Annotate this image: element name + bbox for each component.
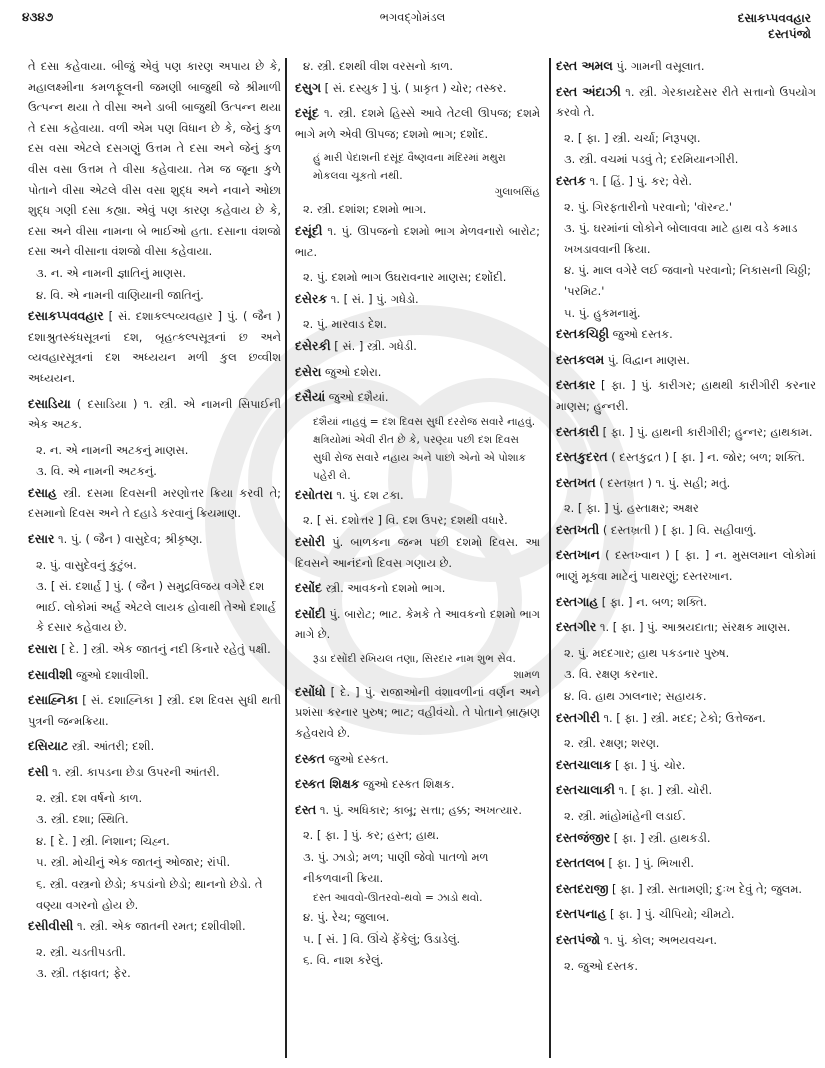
dictionary-entry bbox=[295, 532, 540, 573]
headword: દસેરક bbox=[295, 290, 328, 306]
dictionary-entry bbox=[556, 828, 816, 849]
definition: પું. બારોટ; ભાટ. કેમકે તે આવકનો દશમો ભાગ માગે છે. bbox=[295, 606, 540, 642]
definition: [ સં. દશાકલ્પવ્યવહાર ] પું. ( જૈન ) દશાશ્રુતસ્કંધસૂત્રનાં દશ, બૃહત્કલ્પસૂત્રનાં છ અને વ્યવહારસૂત્રનાં દશ અધ્યયન મળી કુલ છવ્વીશ અધ્યયન. bbox=[28, 309, 281, 385]
dictionary-entry bbox=[28, 639, 281, 660]
headword: દસોંધો bbox=[295, 683, 326, 699]
sense-definition: ૨. સ્ત્રી. રક્ષણ; શરણ. bbox=[564, 736, 660, 751]
column-3 bbox=[556, 56, 816, 1054]
headword: દસ્તજંજીર bbox=[556, 829, 611, 845]
running-title: ભગવદ્ગોમંડલ bbox=[379, 10, 446, 24]
sense-definition: ૩. સ્ત્રી. તફાવત; ફેર. bbox=[36, 966, 131, 981]
sense-definition: ૪. વિ. એ નામની વાણિયાની જાતિનું. bbox=[36, 287, 204, 302]
sense-definition: ૩. વિ. એ નામની અટકનું. bbox=[36, 464, 157, 479]
definition: સ્ત્રી. આવકનો દશમો ભાગ. bbox=[322, 581, 446, 596]
headword: દસ્ત અંદાઝી bbox=[556, 83, 621, 99]
definition: ૧. [ ફા. ] પું. આશ્રયદાતા; સંરક્ષક માણસ. bbox=[596, 620, 791, 635]
sense-definition: ૩. પું. ઘરમાંનાં લોકોને બોલાવવા માટે હાથ વડે કમાડ ખખડાવવાની ક્રિયા. bbox=[564, 221, 798, 256]
headword: દસૂંદ bbox=[295, 105, 319, 121]
dictionary-entry bbox=[556, 473, 816, 494]
headword: દસ્તકાર bbox=[556, 377, 596, 393]
headword: દસ્તતલબ bbox=[556, 855, 605, 871]
headword: દસ્તગીર bbox=[556, 619, 597, 635]
sense-definition: ૨. સ્ત્રી. દશાંશ; દશમો ભાગ. bbox=[303, 202, 427, 217]
definition: સ્ત્રી. દસમા દિવસની મરણોત્તર ક્રિયા કરવી તે; દસમાનો દિવસ અને તે દહાડે કરવાનું ક્રિયમાણ. bbox=[28, 485, 281, 521]
quote-text: દસ્ત આવવો-ઊતરવો-થવો = ઝાડો થવો. bbox=[313, 892, 483, 905]
sense-definition: ૨. પું. મદદગાર; હાથ પકડનાર પુરુષ. bbox=[564, 645, 730, 660]
sense-definition: ૨. પું. વાસુદેવનું કુટુંબ. bbox=[36, 557, 137, 572]
dictionary-entry bbox=[556, 879, 816, 900]
dictionary-entry bbox=[556, 520, 816, 541]
dictionary-entry bbox=[28, 916, 281, 937]
definition: જુઓ દશૈયાં. bbox=[325, 390, 389, 405]
headword: દસ્તચાલાક bbox=[556, 756, 612, 772]
headword: દસ્તગાહ bbox=[556, 593, 599, 609]
page-header bbox=[0, 0, 825, 52]
sense-definition: ૨. ન. એ નામની અટકનું માણસ. bbox=[36, 442, 189, 457]
definition: ૧. પું. અધિકાર; કાબૂ; સત્તા; હક્ક; અખત્યાર. bbox=[316, 802, 522, 817]
dictionary-entry bbox=[556, 324, 816, 345]
sense-definition: ૩. સ્ત્રી. દશા; સ્થિતિ. bbox=[36, 812, 129, 827]
dictionary-entry bbox=[556, 617, 816, 638]
dictionary-entry bbox=[28, 483, 281, 524]
sense-definition: ૪. વિ. હાથ ઝાલનાર; સહાયક. bbox=[564, 689, 707, 704]
column-2 bbox=[295, 56, 540, 1054]
definition: [ ફા. ] પું. કારીગર; હાથથી કારીગીરી કરનાર માણસ; હુન્નરી. bbox=[556, 378, 816, 413]
definition: ૧. પું. ( જૈન ) વાસુદેવ; શ્રીકૃષ્ણ. bbox=[54, 532, 203, 547]
headword: દસાડિયા bbox=[28, 395, 71, 411]
guide-words bbox=[738, 10, 811, 42]
quote-source: ગુલાબસિંહ bbox=[494, 186, 540, 199]
dictionary-entry bbox=[28, 736, 281, 757]
definition: ( દસ્તખ્રત ) ૧. પું. સહી; મતું. bbox=[595, 475, 731, 490]
headword: દસ્ત અમલ bbox=[556, 58, 613, 73]
definition: ૧. [ ફા. ] સ્ત્રી. ચોરી. bbox=[614, 783, 713, 798]
sense-definition: ૪. સ્ત્રી. દશથી વીશ વરસનો કાળ. bbox=[303, 59, 454, 73]
dictionary-entry bbox=[556, 422, 816, 443]
sense-definition: ૩. પું. ઝાડો; મળ; પાણી જેવો પાતળો મળ નીકળવાની ક્રિયા. bbox=[303, 850, 489, 885]
dictionary-entry bbox=[28, 690, 281, 731]
sense-definition: ૫. પું. હુકમનામું. bbox=[564, 305, 641, 320]
definition: [ સં. ] સ્ત્રી. ગધેડી. bbox=[330, 338, 417, 353]
definition: ૧. [ સં. ] પું. ગધેડો. bbox=[327, 291, 419, 306]
definition: [ સં. દસ્યુક ] પું. ( પ્રાકૃત ) ચોર; તસ્કર. bbox=[321, 80, 507, 95]
definition: જુઓ દશેરા. bbox=[321, 364, 382, 379]
dictionary-entry bbox=[28, 762, 281, 783]
dictionary-entry bbox=[295, 800, 540, 821]
definition: ૧. [ ફા. ] સ્ત્રી. મદદ; ટેકો; ઉત્તેજન. bbox=[599, 710, 766, 725]
definition: જુઓ દશાવીશી. bbox=[72, 667, 149, 682]
headword: દસાહ્નિકા bbox=[28, 692, 78, 708]
quote-text: દશૈયાં નાહવું = દશ દિવસ સુધી દરરોજ સવારે નાહવું. ક્ષત્રિયોમાં એવી રીત છે કે, પરણ્યા પછી દશ દિવસ સુધી રોજ સવારે નહાય અને પાછો એનો એ પોશાક પહેરી લે. bbox=[313, 415, 536, 482]
dictionary-entry bbox=[556, 755, 816, 776]
definition: [ દે. ] સ્ત્રી. એક જાતનું નદી કિનારે રહેતું પક્ષી. bbox=[57, 642, 271, 657]
dictionary-entry bbox=[295, 387, 540, 408]
headword: દસ્તદરાજી bbox=[556, 880, 609, 896]
usage-quote bbox=[295, 413, 540, 485]
quote-text: હું મારી પેદાશની દસૂંદ વૈષ્ણવના મંદિરમાં મથુરા મોકલવા ચૂકતો નથી. bbox=[313, 152, 506, 183]
sense-definition: ૪. [ દે. ] સ્ત્રી. નિશાન; ચિહ્ન. bbox=[36, 833, 170, 848]
dictionary-entry bbox=[556, 545, 816, 586]
definition: [ ફા. ] પું. ચીપિયો; ચીમટો. bbox=[606, 907, 735, 922]
headword: દસોરી bbox=[295, 533, 326, 549]
headword: દસીવીસી bbox=[28, 918, 74, 934]
definition: ( દસ્તખ્રતી ) [ ફા. ] વિ. સહીવાળું. bbox=[599, 522, 757, 537]
dictionary-entry bbox=[556, 350, 816, 371]
dictionary-entry bbox=[295, 289, 540, 310]
sense-definition: ૩. ન. એ નામની જ્ઞાતિનું માણસ. bbox=[36, 265, 186, 280]
column-divider bbox=[549, 58, 551, 1058]
definition: [ સં. દશાહ્નિકા ] સ્ત્રી. દશ દિવસ સુધી થતી પુત્રની જન્મક્રિયા. bbox=[28, 693, 281, 728]
definition: પું. વિદ્વાન માણસ. bbox=[604, 352, 690, 367]
definition: ૧. સ્ત્રી. કાપડના છેડા ઉપરની આંતરી. bbox=[48, 765, 220, 779]
sense-definition: ૨. પું. દશમો ભાગ ઉઘરાવનાર માણસ; દશોંદી. bbox=[303, 270, 507, 285]
dictionary-entry bbox=[295, 103, 540, 144]
sense-definition: ૨. [ ફા. ] પું. કર; હસ્ત; હાથ. bbox=[303, 828, 440, 843]
dictionary-entry bbox=[295, 604, 540, 645]
definition: [ ફા. ] પું. ચોર. bbox=[611, 757, 686, 772]
definition: પું. ગામની વસૂલાત. bbox=[612, 59, 705, 73]
usage-quote bbox=[295, 889, 540, 907]
definition: ( દસ્તકુદ્રત ) [ ફા. ] ન. જોર; બળ; શક્તિ. bbox=[607, 450, 806, 465]
definition: ૧. પું. દશ ટકા. bbox=[332, 487, 404, 502]
dictionary-entry bbox=[295, 749, 540, 770]
headword: દસેરા bbox=[295, 363, 322, 379]
page-number: ૪૩૪૭ bbox=[22, 10, 54, 24]
dictionary-entry bbox=[556, 853, 816, 874]
sense-definition: ૫. [ સં. ] વિ. ઊંચે ફેંકેલું; ઉડાડેલું. bbox=[303, 931, 461, 946]
headword: દસ્તપંજો bbox=[556, 931, 601, 947]
headword: દસોંદ bbox=[295, 580, 322, 596]
dictionary-entry bbox=[295, 221, 540, 262]
headword: દસ્તખાન bbox=[556, 547, 600, 563]
column-divider bbox=[285, 58, 287, 1058]
definition: [ ફા. ] પું. ભિખારી. bbox=[604, 856, 694, 871]
dictionary-entry bbox=[295, 485, 540, 506]
sense-definition: ૨. [ ફા. ] સ્ત્રી. ચર્ચા; નિરૂપણ. bbox=[564, 130, 701, 145]
headword: દસ્તકચિઠ્ઠી bbox=[556, 326, 609, 342]
dictionary-entry bbox=[295, 578, 540, 599]
sense-definition: ૪. પું. માલ વગેરે લઈ જવાનો પરવાનો; નિકાસની ચિઠ્ઠી; 'પરમિટ.' bbox=[564, 263, 811, 298]
dictionary-entry bbox=[295, 78, 540, 99]
headword: દસાર bbox=[28, 531, 55, 547]
column-1 bbox=[28, 56, 281, 1054]
dictionary-entry bbox=[556, 171, 816, 192]
dictionary-entry bbox=[295, 774, 540, 795]
headword: દસોતરા bbox=[295, 486, 333, 502]
sense-definition: ૨. જુઓ દસ્તક. bbox=[564, 958, 639, 973]
definition: ૧. સ્ત્રી. ગેરકાયદેસર રીતે સત્તાનો ઉપયોગ કરવો તે. bbox=[556, 84, 816, 120]
headword: દસુગ bbox=[295, 79, 322, 95]
sense-definition: ૪. પું. રેચ; જુલાબ. bbox=[303, 910, 390, 925]
dictionary-entry bbox=[28, 306, 281, 388]
sense-definition: ૨. સ્ત્રી. માંહોમાંહેની લડાઈ. bbox=[564, 809, 686, 823]
definition: ૧. સ્ત્રી. એક જાતની રમત; દશીવીશી. bbox=[73, 919, 246, 934]
sense-definition: ૩. વિ. રક્ષણ કરનાર. bbox=[564, 667, 659, 682]
definition: ૧. [ હિં. ] પું. કર; વેરો. bbox=[586, 173, 692, 188]
headword: દસાવીશી bbox=[28, 666, 73, 682]
dictionary-entry bbox=[556, 930, 816, 951]
definition: [ ફા. ] સ્ત્રી. હાથકડી. bbox=[610, 830, 711, 845]
quote-text: રૂડા દસોંદી રખિયલ તણા, સિરદાર નામ શુભ સેવ. bbox=[313, 652, 516, 665]
sense-definition: ૨. પું. મારવાડ દેશ. bbox=[303, 317, 387, 332]
headword: દસ્તગીરી bbox=[556, 709, 600, 725]
guide-word-first: દસાકપ્પવવહાર bbox=[737, 11, 811, 25]
dictionary-entry bbox=[28, 665, 281, 686]
headword: દસારા bbox=[28, 641, 58, 657]
headword: દસ્કત શિક્ષક bbox=[295, 776, 360, 792]
dictionary-entry bbox=[556, 780, 816, 801]
dictionary-entry bbox=[556, 592, 816, 613]
definition: સ્ત્રી. આંતરી; દશી. bbox=[68, 739, 155, 754]
dictionary-entry bbox=[295, 362, 540, 383]
headword: દસ્તચાલાકી bbox=[556, 782, 615, 798]
quote-source: શામળ bbox=[513, 668, 540, 681]
headword: દસ્કત bbox=[295, 750, 326, 766]
headword: દસાહ bbox=[28, 484, 57, 500]
definition: [ ફા. ] સ્ત્રી. સતામણી; દુઃખ દેવું તે; જુલમ. bbox=[608, 881, 803, 896]
sense-definition: ૨. સ્ત્રી. દશ વર્ષનો કાળ. bbox=[36, 790, 143, 805]
dictionary-entry bbox=[556, 904, 816, 925]
sense-definition: ૬. વિ. નાશ કરેલું. bbox=[303, 953, 384, 968]
headword: દસિયાટ bbox=[28, 738, 69, 754]
usage-quote bbox=[295, 149, 540, 199]
definition: જુઓ દસ્તક. bbox=[609, 327, 673, 342]
guide-word-last: દસ્તપંજો bbox=[768, 27, 811, 41]
definition: ( દસ્તખ્વાન ) [ ફા. ] ન. મુસલમાન લોકોમાં ભાણું મૂકવા માટેનું પાથરણું; દસ્તરખાન. bbox=[556, 548, 816, 584]
headword: દસાકપ્પવવહાર bbox=[28, 308, 104, 324]
definition: [ ફા. ] ન. બળ; શક્તિ. bbox=[598, 594, 708, 609]
dictionary-entry bbox=[28, 529, 281, 550]
headword: દસૂંદી bbox=[295, 222, 323, 238]
dictionary-entry bbox=[556, 375, 816, 416]
headword: દસ્તપનાહ bbox=[556, 906, 607, 922]
sense-definition: ૬. સ્ત્રી. વસ્ત્રનો છેડો; કપડાંનો છેડો; થાનનો છેડો. તે વણ્યા વગરનો હોય છે. bbox=[36, 876, 263, 912]
dictionary-entry bbox=[295, 336, 540, 357]
definition: જુઓ દસ્કત શિક્ષક. bbox=[359, 777, 455, 792]
dictionary-entry bbox=[556, 56, 816, 77]
sense-definition: ૩. [ સં. દશાર્હ ] પું. ( જૈન ) સમુદ્રવિજય વગેરે દશ ભાઈ. લોકોમાં અર્હ એટલે લાયક હોવાથી તેઓ દશાર્હ કે દસાર કહેવાય છે. bbox=[36, 579, 276, 635]
dictionary-entry bbox=[556, 82, 816, 123]
sense-definition: ૨. [ ફા. ] પું. હસ્તાક્ષર; અક્ષર bbox=[564, 501, 699, 516]
headword: દસ્તકલમ bbox=[556, 351, 605, 367]
definition: ૧. સ્ત્રી. દશમે હિસ્સે આવે તેટલી ઊપજ; દશમે ભાગે મળે એવી ઊપજ; દશમો ભાગ; દશોંદ. bbox=[295, 106, 540, 141]
sense-definition: ૨. [ સં. દશોત્તર ] વિ. દશ ઉપર; દશથી વધારે. bbox=[303, 513, 508, 528]
sense-definition: ૫. સ્ત્રી. મોચીનું એક જાતનું ઓજાર; રાંપી. bbox=[36, 855, 231, 870]
sense-definition: ૨. સ્ત્રી. ચડતીપડતી. bbox=[36, 944, 126, 959]
definition: જુઓ દસ્કત. bbox=[325, 751, 389, 766]
dictionary-entry bbox=[556, 708, 816, 729]
usage-quote bbox=[295, 650, 540, 682]
headword: દસ્તખત bbox=[556, 474, 596, 490]
dictionary-entry bbox=[556, 447, 816, 468]
headword: દસેરકી bbox=[295, 337, 331, 353]
sense-definition: ૩. સ્ત્રી. વચમાં પડવું તે; દરમિયાનગીરી. bbox=[564, 152, 739, 167]
headword: દસ્ત bbox=[295, 801, 317, 817]
continued-paragraph: તે દસા કહેવાયા. બીજું એવું પણ કારણ અપાય છે કે, મહાલક્ષ્મીના કમળફૂલની જમણી બાજુથી જે શ્રીમાળી ઉત્પન્ન થયા તે વીસા અને ડાબી બાજુથી ઉત્પન્ન થયા તે દસા કહેવાયા. વળી એમ પણ વિધાન છે કે, જેનું કુળ દસ વસા એટલે દસગણું ઉત્તમ તે દસા અને જેનું કુળ વીસ વસા ઉત્તમ તે વીસા કહેવાયા. તેમ જ જૂના કુળે પોતાને વીસા એટલે વીસ વસા શુદ્ધ અને નવાને ઓછા શુદ્ધ ગણી દસા કહ્યા. એવું પણ કારણ કહેવાય છે કે, દસા અને વીસા નામના બે ભાઈઓ હતા. દસાના વંશજો દસા અને વીસાના વંશજો વીસા કહેવાયા. bbox=[28, 59, 281, 259]
sense-definition: ૨. પું. ગિરફતારીનો પરવાનો; 'વૉરન્ટ.' bbox=[564, 199, 733, 214]
headword: દસી bbox=[28, 764, 49, 779]
definition: [ દે. ] પું. રાજાઓની વંશાવળીનાં વર્ણન અને પ્રશંસા કરનાર પુરુષ; ભાટ; વહીવંચો. તે પોતાને બ્રાહ્મણ કહેવરાવે છે. bbox=[295, 684, 540, 741]
headword: દસ્તક bbox=[556, 172, 587, 188]
definition: [ ફા. ] પું. હાથની કારીગીરી; હુન્નર; હાથકામ. bbox=[599, 424, 813, 439]
definition: ( દસાડિયા ) ૧. સ્ત્રી. એ નામની સિપાઈની એક અટક. bbox=[28, 396, 281, 432]
definition: પું. બાળકના જન્મ પછી દશમો દિવસ. આ દિવસને આનંદનો દિવસ ગણાય છે. bbox=[295, 534, 540, 570]
headword: દસ્તકુદરત bbox=[556, 449, 608, 465]
headword: દસૈયાં bbox=[295, 389, 326, 405]
dictionary-entry bbox=[295, 682, 540, 744]
dictionary-entry bbox=[28, 394, 281, 435]
headword: દસોંદી bbox=[295, 605, 326, 621]
headword: દસ્તકારી bbox=[556, 423, 600, 439]
definition: ૧. પું. ઊપજનો દશમો ભાગ મેળવનારો બારોટ; ભાટ. bbox=[295, 223, 540, 259]
definition: ૧. પું. કોલ; અભયવચન. bbox=[600, 932, 717, 947]
headword: દસ્તખતી bbox=[556, 521, 600, 537]
